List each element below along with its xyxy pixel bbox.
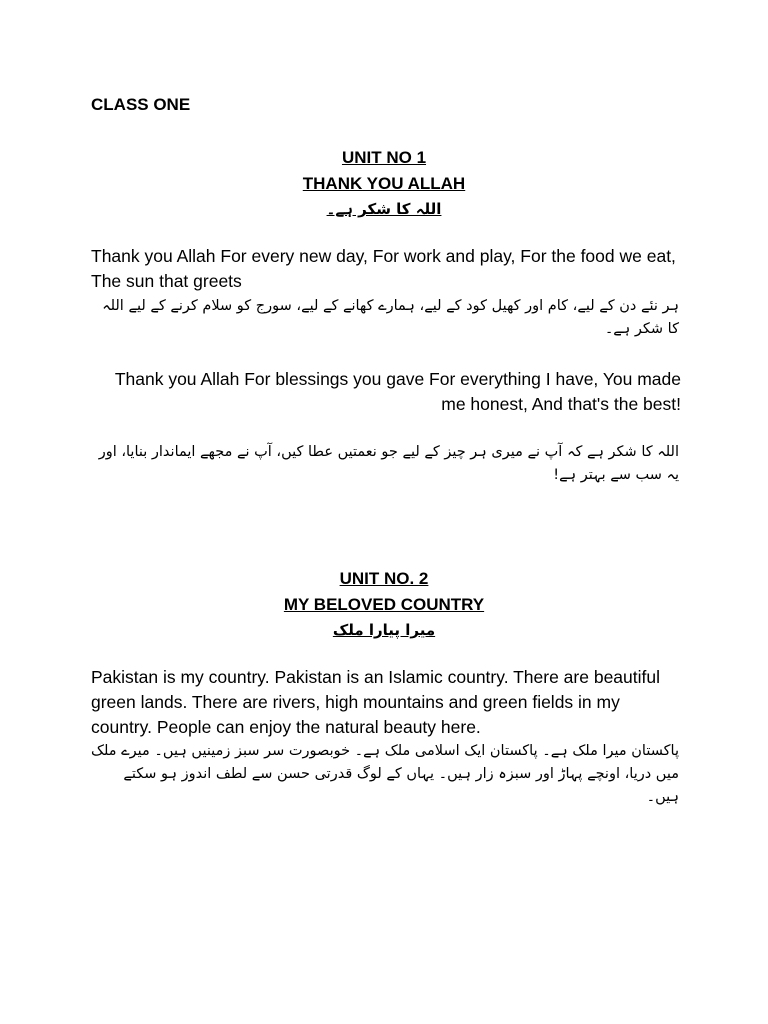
unit-2-title: MY BELOVED COUNTRY (283, 595, 485, 614)
unit-1-number: UNIT NO 1 (341, 148, 427, 167)
unit-2-number: UNIT NO. 2 (339, 569, 429, 588)
unit-1-poem-english-2: Thank you Allah For blessings you gave For everything I have, You made me honest, And that's the best! (114, 369, 681, 414)
unit-2-text-urdu: پاکستان میرا ملک ہے۔ پاکستان ایک اسلامی ملک ہے۔ خوبصورت سر سبز زمینیں ہیں۔ میرے ملک میں دریا، اونچے پہاڑ اور سبزہ زار ہیں۔ یہاں کے لوگ قدرتی حسن سے لطف اندوز ہو سکتے ہیں۔ (91, 743, 679, 805)
unit-1-header (0, 145, 768, 221)
unit-1-poem-urdu-2: اللہ کا شکر ہے کہ آپ نے میری ہر چیز کے لیے جو نعمتیں عطا کیں، آپ نے مجھے ایماندار بنایا، اور یہ سب سے بہتر ہے! (98, 444, 679, 483)
unit-2-title-urdu: میرا پیارا ملک (332, 621, 436, 639)
unit-1-poem-english-1: Thank you Allah For every new day, For work and play, For the food we eat, The sun that greets (91, 246, 676, 291)
unit-1-title-urdu: اللہ کا شکر ہے۔ (326, 200, 442, 218)
unit-2-header (0, 566, 768, 642)
unit-2-text-english: Pakistan is my country. Pakistan is an Islamic country. There are beautiful green lands. There are rivers, high mountains and green fields in my country. People can enjoy the natural beauty here. (91, 667, 660, 737)
unit-1-title: THANK YOU ALLAH (302, 174, 466, 193)
class-heading: CLASS ONE (91, 95, 191, 114)
unit-1-poem-urdu-1: ہر نئے دن کے لیے، کام اور کھیل کود کے لیے، ہمارے کھانے کے لیے، سورج کو سلام کرنے کے لیے اللہ کا شکر ہے۔ (102, 298, 679, 337)
